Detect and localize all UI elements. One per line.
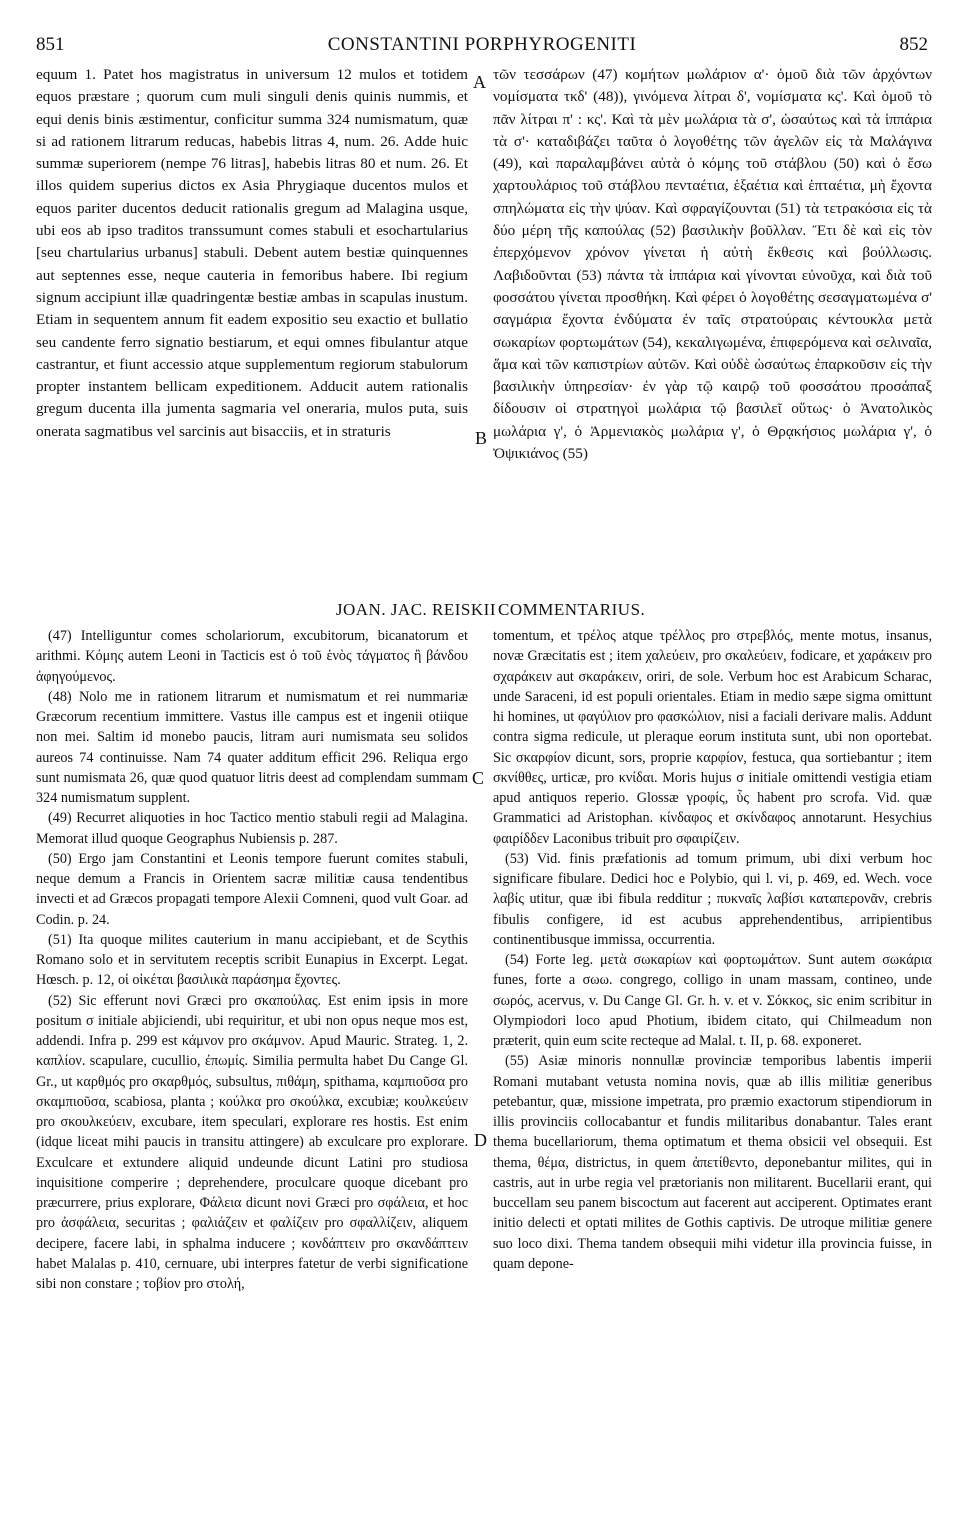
commentary-note: (52) Sic efferunt novi Græci pro σκαπούλας. Est enim ipsis in more positum σ initiale abjiciendi, ubi requiritur, et ubi non opus neque mos est, addendi. Infra p. 299 est κάμνον pro σκάμνον. Apud Mauric. Strateg. 1, 2. καπλίον. scapulare, cucullio, ἐπωμίς. Similia permulta habet Du Cange Gl. Gr., ut καρθμός pro σκαρθμός, subsultus, πιθάμη, spithama, καμπιοῦσα pro σκαμπιοῦσα, scabiosa, planta ; κούλκα pro σκούλκα, excubiæ; κουλκεύειν pro σκουλκεύειν, excubare, item speculari, explorare res hostis. Est enim (idque liceat mihi paucis in transitu attingere) ab exculcare pro explorare. Exculcare et extundere aliquid undeunde dicunt Latini pro studiosa inquisitione comperire ; deprehendere, proculcare quoque dicebant pro præcurrere, prius explorare, Φάλεια dicunt novi Græci pro σφάλεια, et hoc pro ἀσφάλεια, securitas ; φαλιάζειν et φαλίζειν pro σφαλλίζειν, aliquem decipere, facere labi, in sphalma inducere ; κονδάπτειν pro σκανδάπτειν habet Malalas p. 410, cernuare, ubi interpres fatetur de verbi significatione sibi non constare ; τοβίον pro στολή, [36,992,468,1292]
commentary-note: (53) Vid. finis præfationis ad tomum primum, ubi dixi verbum hoc significare fibulare. Dedici hoc e Polybio, qui l. vi, p. 469, ed. Wech. voce λαβίς utitur, quæ ibi fibula redditur ; πυκναῖς λαβίσι καταπερονᾶν, crebris fibulis configere, id est acubus apprehendentibus, arripientibus continentibusque immissa, occurrentia. [493,850,932,948]
commentary-heading-title: COMMENTARIUS. [498,600,646,619]
commentary-column-left [36,626,468,1294]
latin-translation-column [36,64,468,443]
margin-marker-c: C [472,768,485,788]
commentary-note: (47) Intelliguntur comes scholariorum, excubitorum, bicanatorum et arithmi. Κόμης autem Leoni in Tacticis est ὁ τοῦ ἑνὸς τάγματος ἢ βάνδου ἀφηγούμενος. [36,628,468,685]
commentary-column-right [493,626,932,1274]
margin-marker-b: B [475,428,488,448]
margin-marker-a: A [473,72,486,92]
page-header [36,34,928,58]
commentary-note: (49) Recurret aliquoties in hoc Tactico mentio stabuli regii ad Malagina. Memorat illud quoque Geographus Nubiensis p. 287. [36,810,468,847]
greek-text: τῶν τεσσάρων (47) κομήτων μωλάριον α'· ὁμοῦ διὰ τῶν ἀρχόντων νομίσματα τκδ' (48)), γινόμενα λίτραι δ', νομίσματα κς'. Καὶ ὁμοῦ τὸ πᾶν λίτραι π' : κς'. Καὶ τὰ μὲν μωλάρια τὰ σ', ὡσαύτως καὶ τὰ ἱππάρια τὰ σ'· καταδιβάζει ταῦτα ὁ λογοθέτης τῶν ἀγελῶν εἰς τὰ Μαλάγινα (49), καὶ παραλαμβάνει αὐτὰ ὁ κόμης τοῦ στάβλου (50) καὶ ὁ ἔσω χαρτουλάριος τοῦ στάβλου πενταέτια, ἑξαέτια καὶ ἑπταέτια, μὴ ἔχοντα σπηλώματα εἰς τὴν ψύαν. Καὶ σφραγίζουνται (51) τὰ τετρακόσια εἰς τὰ δύο μέρη τῆς καπούλας (52) βασιλικὴν βοῦλλαν. Ἔτι δὲ καὶ εἰς τὸν ἐπερχόμενον χρόνον γίνεται ἡ αὐτὴ ἔκθεσις καὶ βούλλωσις. Λαβιδοῦνται (53) πάντα τὰ ἱππάρια καὶ γίνονται εὐνοῦχα, καὶ διὰ τοῦ φοσσάτου γίνεται προσθήκη. Καὶ φέρει ὁ λογοθέτης σεσαγματωμένα σ' σαγμάρια ἔχοντα ἐνδύματα ἐν ταῖς στρατούραις κέντουκλα μετὰ σωκαρίων φορτωμάτων (54), κεκαλιγωμένα, ἐπιφερόμενα καὶ σελιναῖα, ἅμα καὶ τῶν καπιστρίων αὐτῶν. Καὶ οὐδὲ ὡσαύτως ἐπαρκοῦσιν εἰς τὴν βασιλικὴν ὑπηρεσίαν· ἐν γὰρ τῷ καιρῷ τοῦ φοσσάτου προσάπαξ δίδουσιν οἱ στρατηγοὶ μωλάρια τῷ βασιλεῖ οὕτως· ὁ Ἀνατολικὸς μωλάρια γ', ὁ Ἀρμενιακὸς μωλάρια γ', ὁ Θρᾳκήσιος μωλάρια γ', ὁ Ὀψικιάνος (55) [493,66,932,463]
page-number-left: 851 [36,34,65,55]
margin-marker-d: D [474,1130,487,1150]
page-number-right: 852 [899,34,928,55]
greek-text-column [493,64,932,465]
running-title: CONSTANTINI PORPHYROGENITI [327,34,637,55]
commentary-note: tomentum, et τρέλος atque τρέλλος pro στρεβλός, mente motus, insanus, novæ Græcitatis est ; item χαλεύειν, pro σκαλεύειν, fodicare, et χαράκειν pro σχαράκειν aut σκαράκειν, oriri, de sole. Verbum hoc est Arabicum Scharac, unde Saraceni, id est populi orientales. Etiam in medio sæpe sigma omittunt hi homines, ut φαγύλιον pro φασκώλιον, nisi a faciali derivare malis. Addunt contra sigma redicule, ut pleraque eorum instituta sunt, ubi non oportebat. Sic σκαρφίον dicunt, sors, proprie καρφίον, festuca, qua sortiebantur ; item σκνίθθες, urticæ, pro κνίδαι. Moris hujus σ initiale omittendi vestigia etiam apud antiquos reperio. Glossæ γροφίς, ὗς habent pro scrofa. Vid. quæ Grammatici ad Aristophan. κίνδαφος et σκίνδαφος annotarunt. Hesychius φαιρίδδεν Laconibus tribuit pro σφαιρίζειν. [493,628,932,847]
commentary-heading-author: JOAN. JAC. REISKII [335,600,496,619]
commentary-note: (48) Nolo me in rationem litrarum et numismatum et rei nummariæ Græcorum recentium immittere. Vastus ille campus est et ingenii otiique non mei. Saltim id monebo paucis, litram auri numismata seu solidos aureos 74 continuisse. Nam 74 quater additum efficit 296. Reliqua ergo sunt numismata 26, quæ quod quatuor litris deest ad complendam summam 324 numismatum supplent. [36,688,468,806]
commentary-note: (51) Ita quoque milites cauterium in manu accipiebant, et de Scythis Romano solo et in servitutem receptis scribit Eunapius in Excerpt. Legat. Hœsch. p. 12, οἱ οἰκέται βασιλικὰ παράσημα ἔχοντες. [36,931,468,989]
latin-text: equum 1. Patet hos magistratus in universum 12 mulos et totidem equos præstare ; quorum cum muli singuli denis quinis nummis, et equi denis binis æstimentur, conficitur summa 324 numismatum, quæ si ad rationem litrarum reducas, habebis litras 4, num. 26. Adde huic summæ superiorem (nempe 76 litras], habebis litras 80 et num. 26. Et illos quidem superius dictos ex Asia Phrygiaque ducentos mulos et equos pariter ducentos deducit rationalis gregum ad Malagina usque, ubi eos ab ipso traditos transsumunt comes stabuli et esochartularius [seu chartularius urbanus] stabuli. Debent autem bestiæ quinquennes aut septennes esse, neque cauteria in femoribus habere. Ibi regium signum accipiunt illæ quadringentæ bestiæ ambas in scapulas inustum. Etiam in sequentem annum fit eadem expositio seu exactio et bullatio seu candente ferro signatio bestiarum, et equi omnes fibulantur atque castrantur, et fiunt accessio atque supplementum regiorum stabulorum propter instantem bellicam expeditionem. Adducit autem rationalis gregum ducenta illa jumenta sagmaria vel oneraria, mulos puta, suis onerata sagmatibus vel sarcinis aut bisacciis, et in straturis [36,66,468,440]
commentary-heading [36,600,928,622]
commentary-note: (55) Asiæ minoris nonnullæ provinciæ temporibus labentis imperii Romani mutabant vetusta nomina novis, quæ ab illis militiæ generibus petebantur, quæ, missione impetrata, pro præmio exactorum stipendiorum in illis provinciis collocabantur et fundis militaribus donabantur. Tales erant thema bucellariorum, thema optimatum et thema obsicii vel obsequii. Est thema, θέμα, districtus, in quem ἀπετίθεντο, deponebantur milites, qui in castris, aut in urbe regia vel prætorianis non militarent. Bucellarii erant, qui buccellam seu panem biscoctum aut facerent aut acciperent. Optimates erant initio delecti et optati milites de Gothis captivis. De utroque militiæ genere suo loco dixi. Thema tandem obsequii mihi videtur illa provincia fuisse, in quam depone- [493,1053,932,1272]
commentary-note: (50) Ergo jam Constantini et Leonis tempore fuerunt comites stabuli, neque demum a Francis in Orientem sacræ militiæ causa tendentibus invecti et ad Græcos propagati tempore Alexii Comneni, quod vult Goar. ad Codin. p. 24. [36,850,468,928]
commentary-note: (54) Forte leg. μετὰ σωκαρίων καὶ φορτωμάτων. Sunt autem σωκάρια funes, forte a σωω. congrego, colligo in unam massam, contineo, unde σωρός, acervus, v. Du Cange Gl. Gr. h. v. et v. Σόκκος, sic enim scribitur in Olympiodori loco apud Photium, ibidem citato, qui Chilmeadum non præterit, quin eum scite recteque ad Malal. t. II, p. 68. exponeret. [493,952,932,1049]
